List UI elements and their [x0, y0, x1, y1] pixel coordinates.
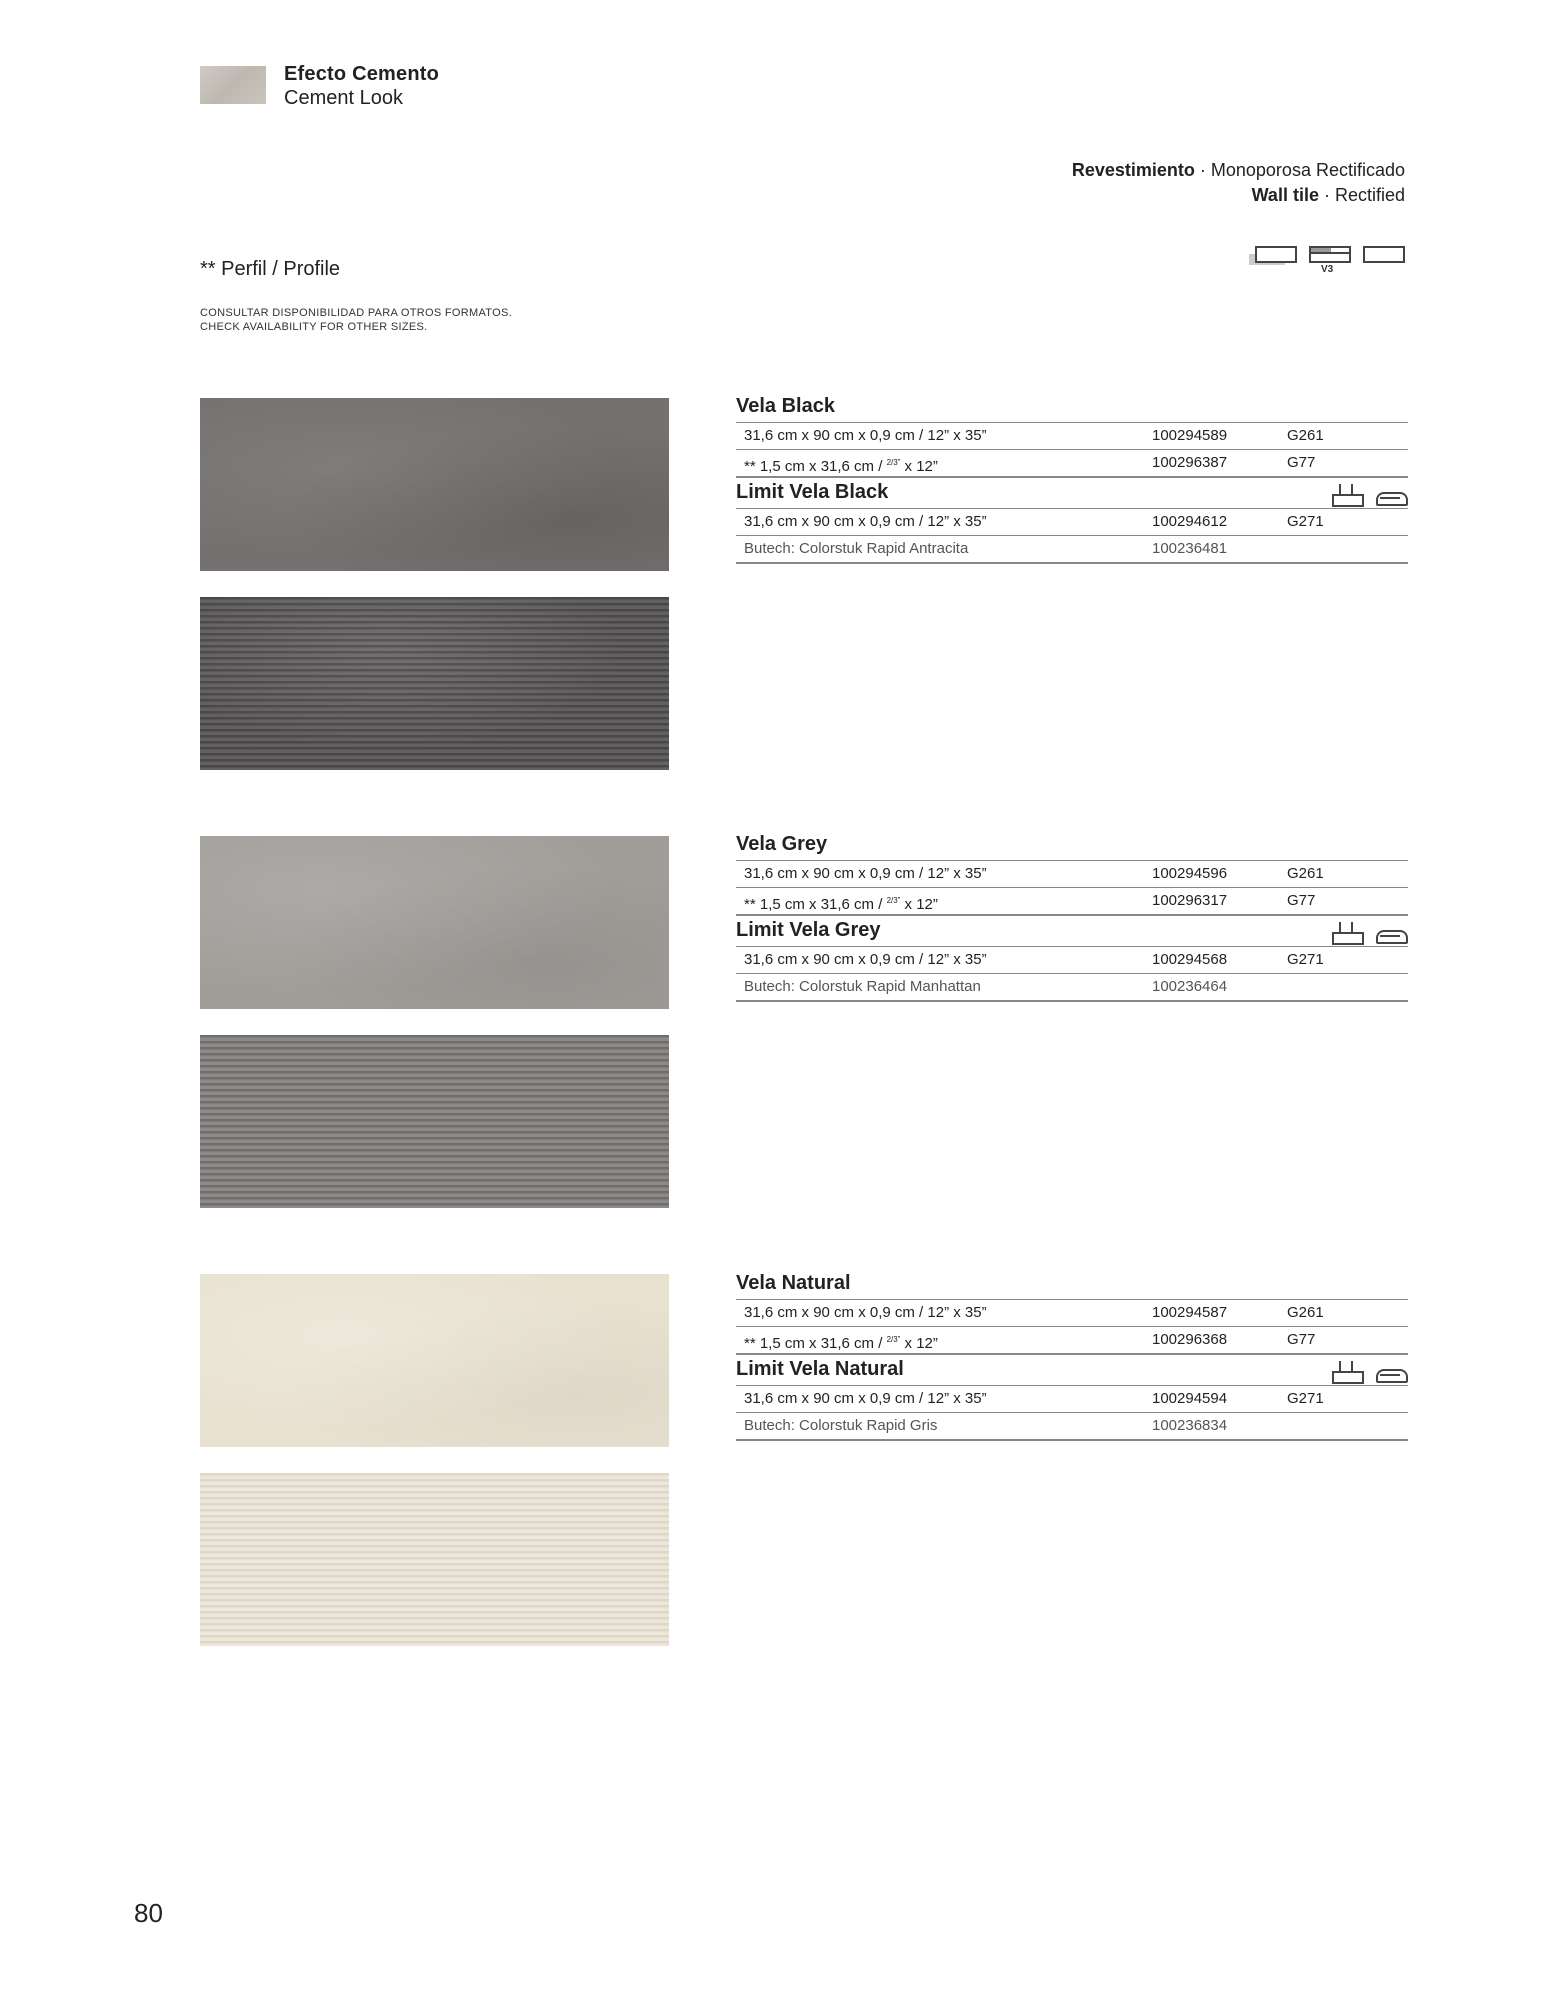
product-name: Vela Natural — [736, 1272, 851, 1294]
tile-image-vela-natural — [200, 1274, 669, 1447]
group-cell: G77 — [1287, 1331, 1316, 1348]
code-cell: 100236481 — [1152, 540, 1228, 557]
variation-label: V3 — [1321, 264, 1334, 275]
group-cell: G271 — [1287, 513, 1324, 530]
table-row — [736, 449, 1408, 476]
size-cell: 31,6 cm x 90 cm x 0,9 cm / 12” x 35” — [744, 513, 987, 530]
installation-icon — [1330, 1361, 1364, 1383]
category-swatch — [200, 66, 266, 104]
format-icons — [1249, 244, 1405, 275]
tile-image-limit-vela-grey — [200, 1035, 669, 1208]
tile-rectified-icon — [1363, 244, 1405, 266]
product-name: Vela Grey — [736, 833, 828, 855]
code-cell: 100296387 — [1152, 454, 1228, 471]
group-cell: G271 — [1287, 951, 1324, 968]
group-cell: G261 — [1287, 865, 1324, 882]
code-cell: 100296368 — [1152, 1331, 1228, 1348]
product-table-vela-black — [736, 392, 1408, 564]
table-row — [736, 1385, 1408, 1412]
size-cell: ** 1,5 cm x 31,6 cm / $^{2/3”}$ x 12” — [744, 896, 938, 913]
grout-cell: Butech: Colorstuk Rapid Gris — [744, 1417, 938, 1434]
code-cell: 100294587 — [1152, 1304, 1228, 1321]
grout-cell: Butech: Colorstuk Rapid Manhattan — [744, 978, 981, 995]
size-cell: ** 1,5 cm x 31,6 cm / $^{2/3”}$ x 12” — [744, 1335, 938, 1352]
bathroom-icon — [1374, 1361, 1408, 1383]
tile-image-vela-black — [200, 398, 669, 571]
group-cell: G77 — [1287, 454, 1316, 471]
tile-format-icon — [1249, 244, 1297, 266]
size-cell: 31,6 cm x 90 cm x 0,9 cm / 12” x 35” — [744, 865, 987, 882]
code-cell: 100294612 — [1152, 513, 1228, 530]
spec-info — [1072, 158, 1405, 208]
group-cell: G261 — [1287, 1304, 1324, 1321]
code-cell: 100236464 — [1152, 978, 1228, 995]
table-row — [736, 422, 1408, 449]
group-cell: G271 — [1287, 1390, 1324, 1407]
code-cell: 100236834 — [1152, 1417, 1228, 1434]
table-row — [736, 535, 1408, 564]
installation-icon — [1330, 922, 1364, 944]
table-row — [736, 1299, 1408, 1326]
bathroom-icon — [1374, 922, 1408, 944]
installation-icon — [1330, 484, 1364, 506]
limit-product-name: Limit Vela Grey — [736, 914, 1408, 946]
notice-en: CHECK AVAILABILITY FOR OTHER SIZES. — [200, 321, 428, 333]
spec-es-rest: · Monoporosa Rectificado — [1199, 160, 1405, 180]
table-row — [736, 1326, 1408, 1353]
product-table-vela-grey — [736, 830, 1408, 1002]
spec-es-bold: Revestimiento — [1071, 160, 1195, 180]
category-title — [284, 62, 439, 110]
bathroom-icon — [1374, 484, 1408, 506]
tile-image-limit-vela-natural — [200, 1473, 669, 1646]
size-cell: 31,6 cm x 90 cm x 0,9 cm / 12” x 35” — [744, 1390, 987, 1407]
size-cell: 31,6 cm x 90 cm x 0,9 cm / 12” x 35” — [744, 427, 987, 444]
code-cell: 100296317 — [1152, 892, 1228, 909]
table-row — [736, 508, 1408, 535]
spec-en-rest: · Rectified — [1323, 185, 1405, 205]
availability-notice — [200, 306, 512, 334]
code-cell: 100294596 — [1152, 865, 1228, 882]
tile-image-limit-vela-black — [200, 597, 669, 770]
grout-cell: Butech: Colorstuk Rapid Antracita — [744, 540, 969, 557]
table-row — [736, 887, 1408, 914]
product-name: Vela Black — [736, 395, 835, 417]
table-row — [736, 1412, 1408, 1441]
limit-product-name: Limit Vela Natural — [736, 1353, 1408, 1385]
code-cell: 100294594 — [1152, 1390, 1228, 1407]
tile-variation-icon — [1309, 244, 1351, 275]
group-cell: G77 — [1287, 892, 1316, 909]
size-cell: ** 1,5 cm x 31,6 cm / $^{2/3”}$ x 12” — [744, 458, 938, 475]
category-title-en: Cement Look — [284, 87, 403, 109]
table-row — [736, 973, 1408, 1002]
page-number: 80 — [134, 1898, 163, 1928]
notice-es: CONSULTAR DISPONIBILIDAD PARA OTROS FORMATOS. — [200, 307, 512, 319]
product-table-vela-natural — [736, 1269, 1408, 1441]
limit-product-name: Limit Vela Black — [736, 476, 1408, 508]
profile-label: ** Perfil / Profile — [200, 258, 341, 280]
tile-image-vela-grey — [200, 836, 669, 1009]
code-cell: 100294568 — [1152, 951, 1228, 968]
group-cell: G261 — [1287, 427, 1324, 444]
size-cell: 31,6 cm x 90 cm x 0,9 cm / 12” x 35” — [744, 951, 987, 968]
spec-en-bold: Wall tile — [1251, 185, 1319, 205]
table-row — [736, 860, 1408, 887]
code-cell: 100294589 — [1152, 427, 1228, 444]
table-row — [736, 946, 1408, 973]
size-cell: 31,6 cm x 90 cm x 0,9 cm / 12” x 35” — [744, 1304, 987, 1321]
category-title-es: Efecto Cemento — [284, 63, 440, 85]
